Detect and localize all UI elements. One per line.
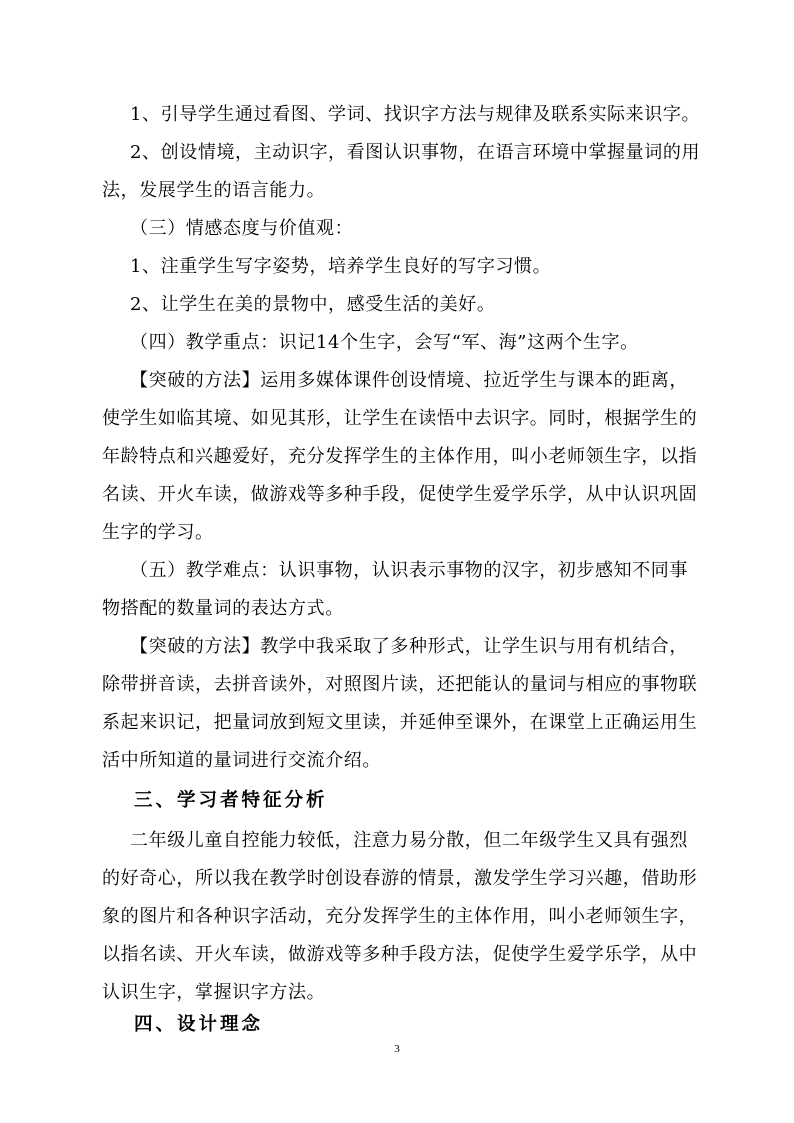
- method-1-line-2: 使学生如临其境、如见其形，让学生在读悟中去识字。同时，根据学生的: [102, 408, 698, 429]
- method-2-line-4: 活中所知道的量词进行交流介绍。: [102, 750, 381, 771]
- objective-line-1: 1、引导学生通过看图、学词、找识字方法与规律及联系实际来识字。: [130, 104, 701, 125]
- emotion-line-2: 2、让学生在美的景物中，感受生活的美好。: [130, 294, 496, 315]
- difficulty-line-2: 物搭配的数量词的表达方式。: [102, 598, 344, 619]
- subheading-emotion: （三）情感态度与价值观：: [130, 218, 354, 239]
- method-2-line-3: 系起来识记，把量词放到短文里读，并延伸至课外，在课堂上正确运用生: [102, 712, 698, 733]
- section-heading-design: 四、设计理念: [134, 1014, 264, 1035]
- objective-line-2-cont: 法，发展学生的语言能力。: [102, 180, 326, 201]
- key-point: （四）教学重点：识记14个生字，会写“军、海”这两个生字。: [130, 332, 639, 353]
- page-number: 3: [394, 1043, 400, 1055]
- method-2-line-1: 【突破的方法】教学中我采取了多种形式，让学生识与用有机结合，: [130, 636, 688, 657]
- emotion-line-1: 1、注重学生写字姿势，培养学生良好的写字习惯。: [130, 256, 552, 277]
- method-2-line-2: 除带拼音读，去拼音读外，对照图片读，还把能认的量词与相应的事物联: [102, 674, 698, 695]
- learner-line-5: 认识生字，掌握识字方法。: [102, 982, 326, 1003]
- learner-line-2: 的好奇心，所以我在教学时创设春游的情景，激发学生学习兴趣，借助形: [102, 868, 698, 889]
- method-1-line-4: 名读、开火车读，做游戏等多种手段，促使学生爱学乐学，从中认识巩固: [102, 484, 698, 505]
- learner-line-3: 象的图片和各种识字活动，充分发挥学生的主体作用，叫小老师领生字，: [102, 906, 698, 927]
- method-1-line-5: 生字的学习。: [102, 522, 214, 543]
- objective-line-2: 2、创设情境，主动识字，看图认识事物，在语言环境中掌握量词的用: [130, 142, 701, 163]
- method-1-line-1: 【突破的方法】运用多媒体课件创设情境、拉近学生与课本的距离，: [130, 370, 688, 391]
- learner-line-4: 以指名读、开火车读，做游戏等多种手段方法，促使学生爱学乐学，从中: [102, 944, 698, 965]
- difficulty-line-1: （五）教学难点：认识事物，认识表示事物的汉字，初步感知不同事: [130, 560, 688, 581]
- section-heading-learner: 三、学习者特征分析: [134, 790, 328, 811]
- learner-line-1: 二年级儿童自控能力较低，注意力易分散，但二年级学生又具有强烈: [130, 830, 688, 851]
- method-1-line-3: 年龄特点和兴趣爱好，充分发挥学生的主体作用，叫小老师领生字，以指: [102, 446, 698, 467]
